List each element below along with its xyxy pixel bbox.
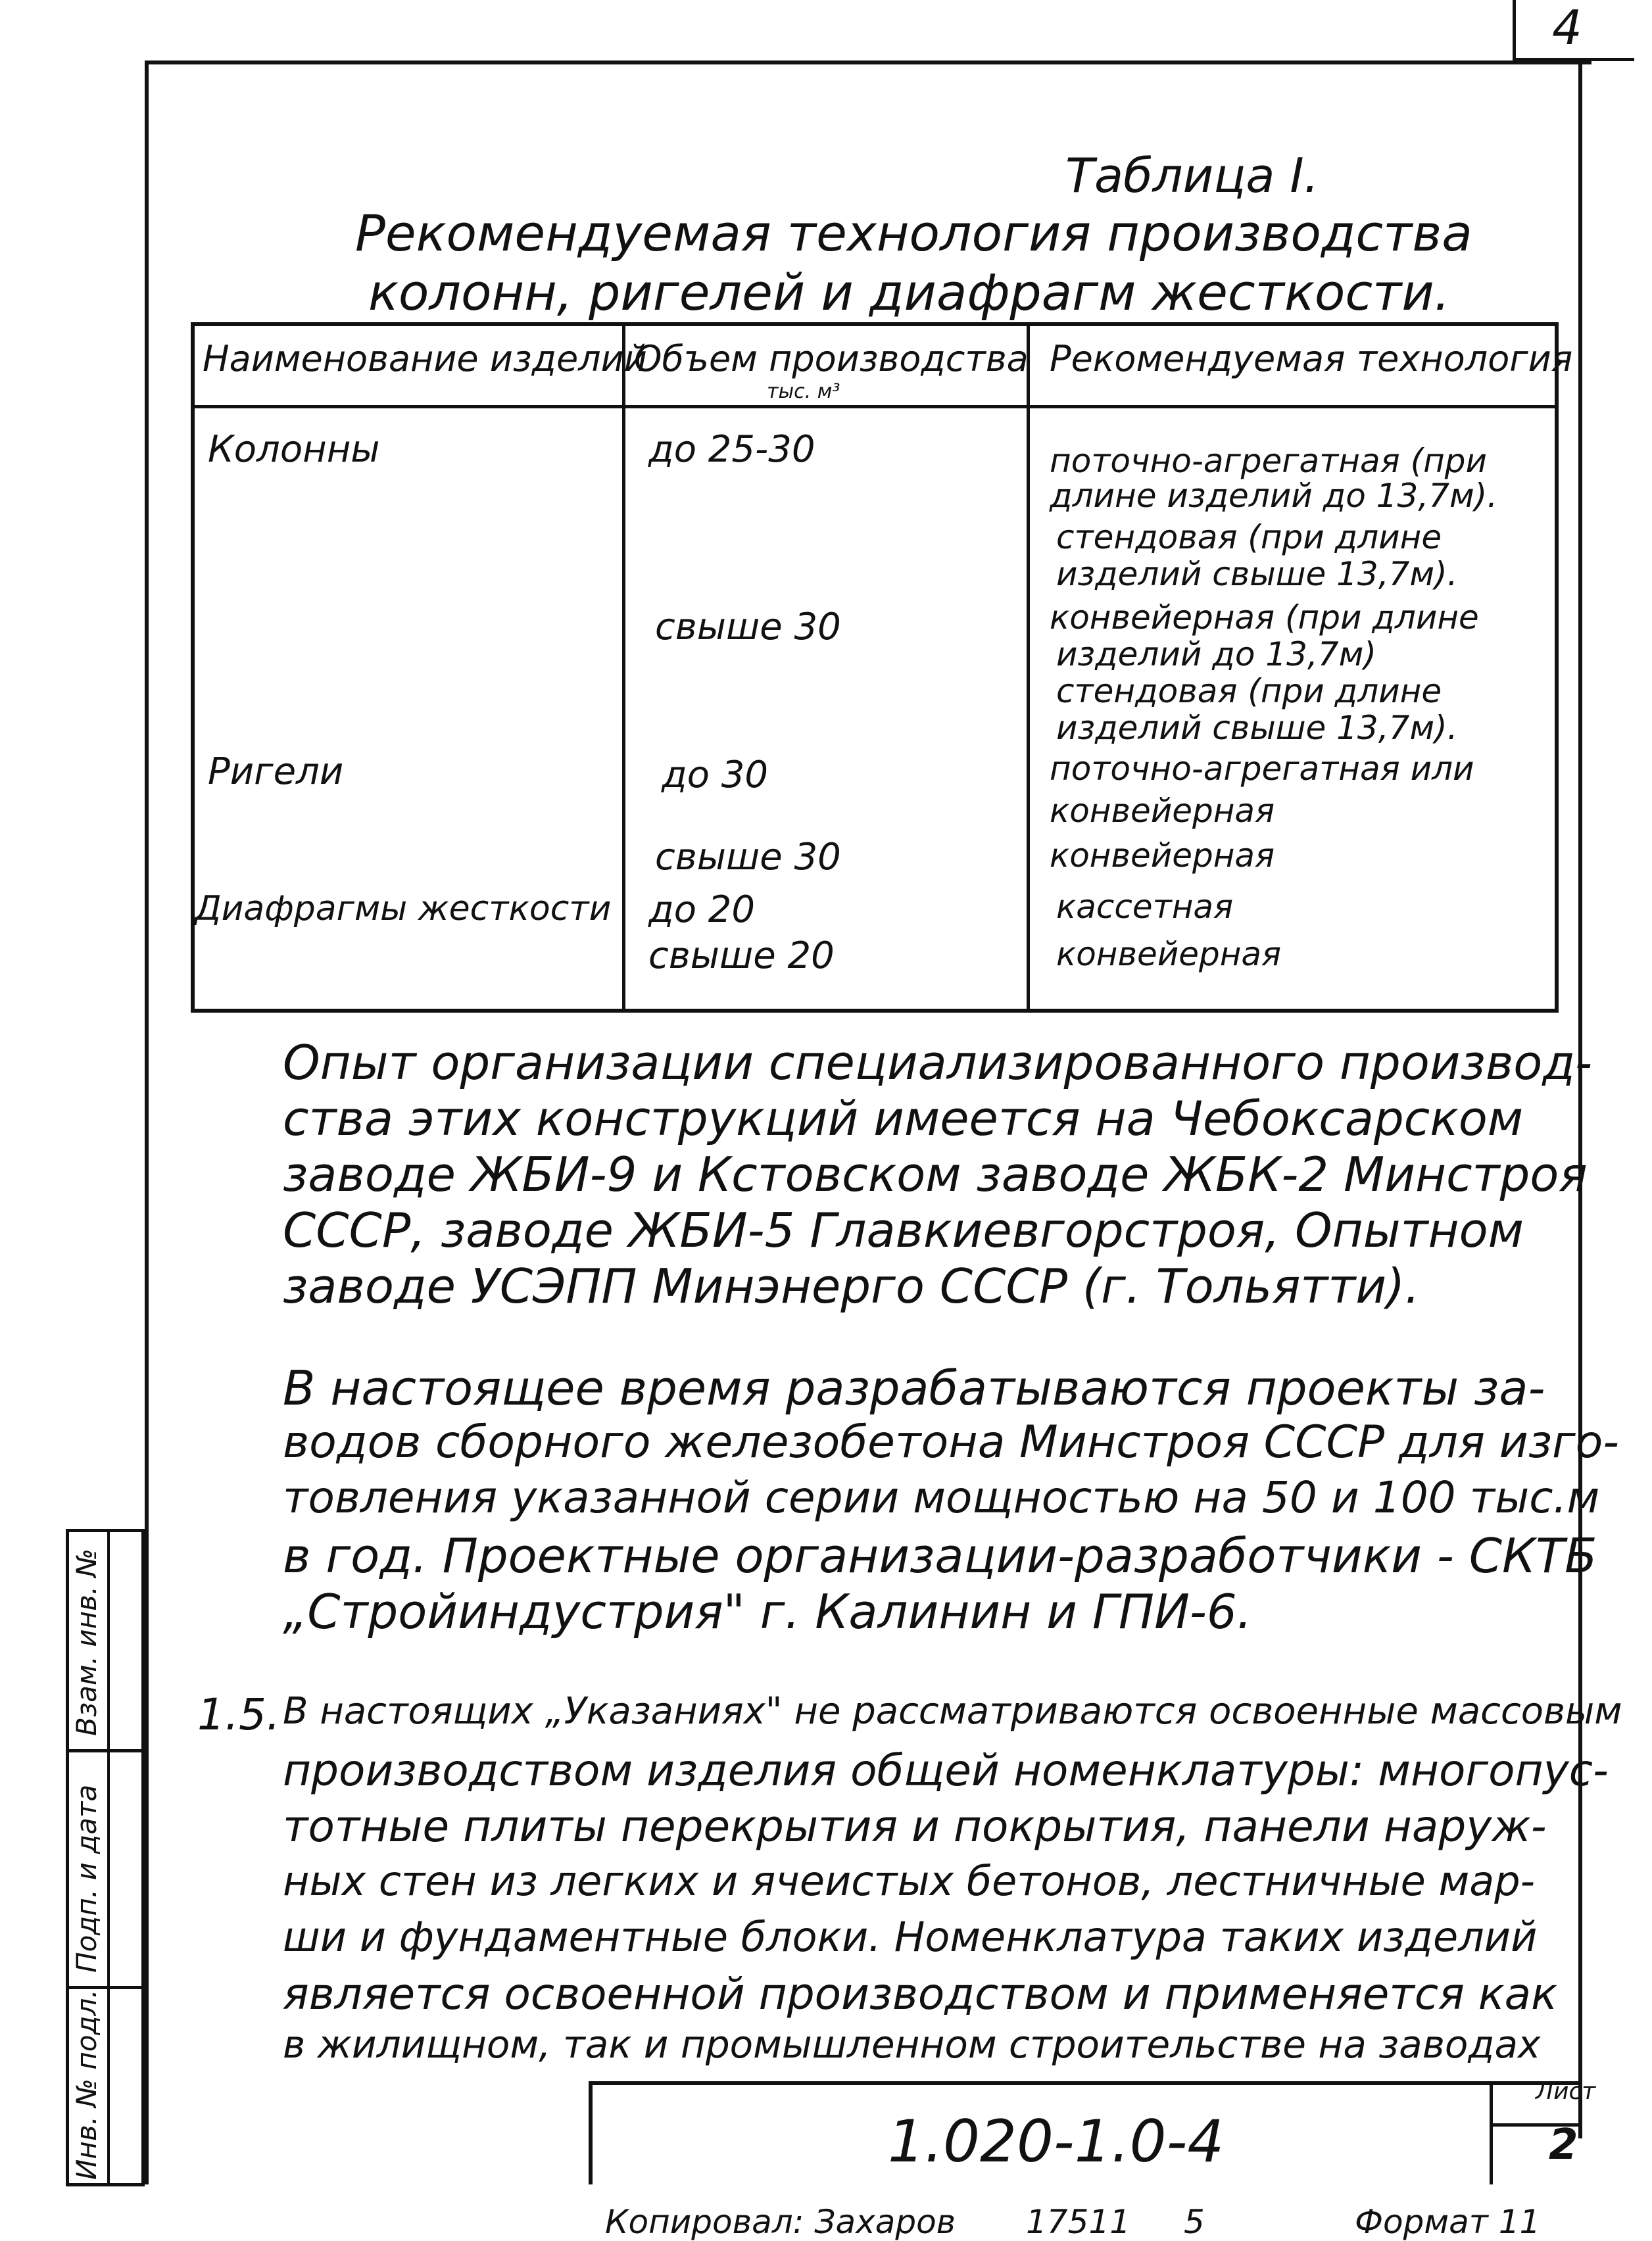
tech-line: конвейерная [1056, 935, 1282, 973]
tech-line: стендовая (при длине [1056, 518, 1442, 556]
tech-line: стендовая (при длине [1056, 672, 1442, 710]
row-girders-name: Ригели [208, 750, 344, 793]
columns-volume-2: свыше 30 [655, 606, 841, 648]
diaphragms-volume-1: до 20 [648, 888, 756, 931]
tech-line: изделий свыше 13,7м). [1056, 709, 1458, 747]
footer-copied-by: Копировал: Захаров [605, 2203, 956, 2241]
sheet-number: 2 [1549, 2121, 1578, 2169]
tech-line: конвейерная [1050, 792, 1275, 830]
frame-top-border [145, 60, 1591, 64]
row-columns-name: Колонны [208, 428, 380, 471]
para3-line: является освоенной производством и применяется как [283, 1969, 1557, 2019]
row-diaphragms-name: Диафрагмы жесткости [195, 889, 612, 928]
footer-order-number: 17511 [1026, 2203, 1131, 2241]
tech-line: поточно-агрегатная или [1050, 750, 1474, 788]
technology-table [191, 322, 1573, 1013]
page-number: 4 [1552, 0, 1582, 55]
tech-line: кассетная [1056, 888, 1234, 926]
header-volume: Объем производства [634, 338, 1029, 379]
para2-line: в год. Проектные организации-разработчики - СКТБ [283, 1528, 1597, 1583]
sheet-label: Лист [1536, 2078, 1596, 2105]
tech-line: длине изделий до 13,7м). [1050, 477, 1498, 515]
columns-volume-1: до 25-30 [648, 428, 815, 471]
para3-line: ши и фундаментные блоки. Номенклатура таких изделий [283, 1913, 1538, 1961]
footer-format: Формат 11 [1355, 2203, 1541, 2241]
para2-line: водов сборного железобетона Минстроя СССР для изго- [283, 1416, 1619, 1468]
para3-line: В настоящих „Указаниях" не рассматриваются освоенные массовым [283, 1690, 1622, 1733]
table-title-line-1: Рекомендуемая технология производства [355, 204, 1472, 262]
para3-line: тотные плиты перекрытия и покрытия, панели наруж- [283, 1801, 1547, 1852]
frame-left-border [145, 60, 149, 2184]
header-volume-unit: тыс. м³ [767, 380, 840, 403]
document-code: 1.020-1.0-4 [888, 2108, 1225, 2175]
stamp-divider [69, 1749, 141, 1752]
table-label: Таблица I. [1065, 148, 1319, 203]
header-name: Наименование изделий [203, 338, 647, 379]
para2-line: „Стройиндустрия" г. Калинин и ГПИ-6. [283, 1584, 1252, 1639]
frame-right-border [1578, 60, 1582, 2138]
header-divider [195, 405, 1555, 408]
footer-copies: 5 [1184, 2203, 1205, 2241]
tech-line: конвейерная [1050, 836, 1275, 875]
tech-line: изделий до 13,7м) [1056, 635, 1376, 673]
para2-line: В настоящее время разрабатываются проекты за- [283, 1361, 1545, 1416]
diaphragms-volume-2: свыше 20 [648, 934, 835, 977]
header-technology: Рекомендуемая технология [1050, 338, 1573, 379]
para3-line: ных стен из легких и ячеистых бетонов, лестничные мар- [283, 1857, 1535, 1905]
para1-line: СССР, заводе ЖБИ-5 Главкиевгорстроя, Опытном [283, 1203, 1524, 1258]
para1-line: заводе ЖБИ-9 и Кстовском заводе ЖБК-2 Минстроя [283, 1147, 1588, 1202]
stamp-replace-inventory: Взам. инв. № [70, 1548, 103, 1736]
tech-line: конвейерная (при длине [1050, 598, 1479, 637]
table-title-line-2: колонн, ригелей и диафрагм жесткости. [368, 263, 1450, 322]
girders-volume-1: до 30 [662, 754, 769, 796]
stamp-sign-date: Подп. и дата [70, 1784, 103, 1973]
para1-line: ства этих конструкций имеется на Чебоксарском [283, 1091, 1524, 1146]
para1-line: заводе УСЭПП Минэнерго СССР (г. Тольятти). [283, 1259, 1421, 1314]
column-divider [1027, 326, 1030, 1009]
girders-volume-2: свыше 30 [655, 836, 841, 879]
para2-line: товления указанной серии мощностью на 50 и 100 тыс.м [283, 1472, 1600, 1523]
para3-line: производством изделия общей номенклатуры: многопус- [283, 1745, 1609, 1796]
column-divider [622, 326, 625, 1009]
tech-line: поточно-агрегатная (при [1050, 442, 1488, 480]
stamp-original-inventory: Инв. № подл. [70, 1989, 103, 2180]
approval-stamp-strip [66, 1529, 145, 2186]
tech-line: изделий свыше 13,7м). [1056, 555, 1458, 593]
para3-number: 1.5. [197, 1689, 280, 1740]
para3-line: в жилищном, так и промышленном строительстве на заводах [283, 2022, 1541, 2067]
para1-line: Опыт организации специализированного производ- [283, 1035, 1593, 1090]
